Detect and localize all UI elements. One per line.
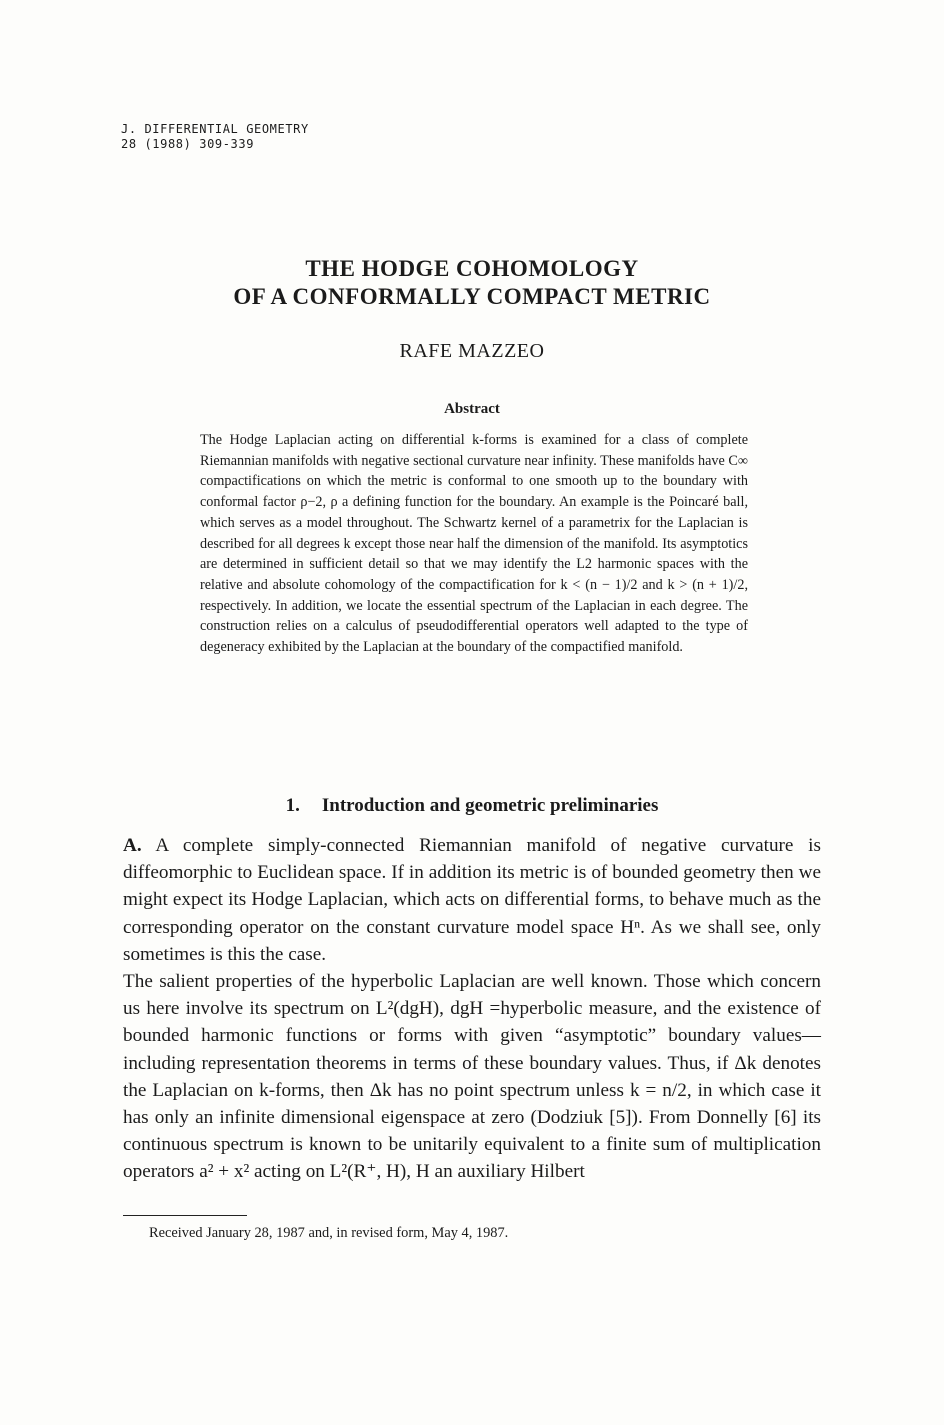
section-number: 1. xyxy=(285,795,300,816)
title-line-1: THE HODGE COHOMOLOGY xyxy=(305,256,639,281)
abstract-text: The Hodge Laplacian acting on differential k-forms is examined for a class of complete Riemannian manifolds with negative sectional curvature near infinity. These manifolds have C∞ compactifications on which the metric is conformal to one smooth up to the boundary with conformal factor ρ−2, ρ a defining function for the boundary. An example is the Poincaré ball, which serves as a model throughout. The Schwartz kernel of a parametrix for the Laplacian is described for all degrees k except those near half the dimension of the manifold. Its asymptotics are determined in sufficient detail so that we may identify the L2 harmonic spaces with the relative and absolute cohomology of the compactification for k < (n − 1)/2 and k > (n + 1)/2, respectively. In addition, we locate the essential spectrum of the Laplacian in each degree. The construction relies on a calculus of pseudodifferential operators well adapted to the type of degeneracy exhibited by the Laplacian at the boundary of the compactified manifold. xyxy=(200,432,748,656)
paragraph-2 xyxy=(123,968,821,1186)
paragraph-1-text: A complete simply-connected Riemannian manifold of negative curvature is diffeomorphic to Euclidean space. If in addition its metric is of bounded geometry then we might expect its Hodge Laplacian, which acts on differential forms, to behave much as the corresponding operator on the constant curvature model space Hⁿ. As we shall see, only sometimes is this the case. xyxy=(123,835,821,965)
paper-title xyxy=(0,255,944,311)
volume-info: 28 (1988) 309-339 xyxy=(121,137,255,151)
paragraph-2-text: The salient properties of the hyperbolic Laplacian are well known. Those which concern us here involve its spectrum on L²(dgH), dgH =hyperbolic measure, and the existence of bounded harmonic functions or forms with given “asymptotic” boundary values—including representation theorems in terms of these boundary values. Thus, if Δk denotes the Laplacian on k-forms, then Δk has no point spectrum unless k = n/2, in which case it has only an infinite dimensional eigenspace at zero (Dodziuk [5]). From Donnelly [6] its continuous spectrum is known to be unitarily equivalent to a finite sum of multiplication operators a² + x² acting on L²(R⁺, H), H an auxiliary Hilbert xyxy=(123,971,821,1183)
author-name: RAFE MAZZEO xyxy=(399,340,545,362)
footnote-rule xyxy=(123,1215,247,1216)
abstract-heading: Abstract xyxy=(444,401,500,417)
section-heading xyxy=(0,795,944,817)
paragraph-label: A. xyxy=(123,835,142,856)
title-line-2: OF A CONFORMALLY COMPACT METRIC xyxy=(233,284,711,309)
journal-header xyxy=(121,122,309,152)
body-text xyxy=(123,832,821,1186)
footnote: Received January 28, 1987 and, in revised form, May 4, 1987. xyxy=(149,1225,509,1241)
journal-name: J. DIFFERENTIAL GEOMETRY xyxy=(121,122,309,136)
paragraph-1 xyxy=(123,832,821,968)
section-title: Introduction and geometric preliminaries xyxy=(321,795,659,816)
